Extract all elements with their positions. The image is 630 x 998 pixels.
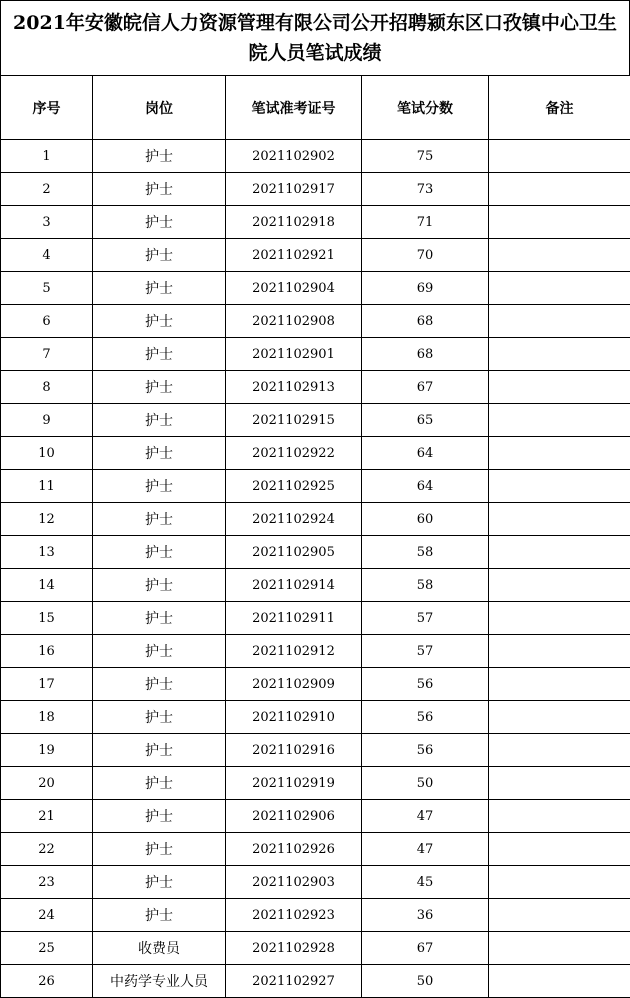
cell-position: 护士: [93, 767, 226, 800]
table-row: [1, 668, 630, 701]
cell-remark: [489, 965, 630, 998]
cell-ticket: 2021102910: [226, 701, 362, 734]
cell-position: 护士: [93, 668, 226, 701]
table-row: [1, 767, 630, 800]
table-row: [1, 701, 630, 734]
cell-remark: [489, 338, 630, 371]
cell-ticket: 2021102916: [226, 734, 362, 767]
table-row: [1, 602, 630, 635]
cell-ticket: 2021102911: [226, 602, 362, 635]
cell-position: 护士: [93, 470, 226, 503]
cell-index: 1: [1, 140, 93, 173]
cell-position: 护士: [93, 833, 226, 866]
cell-position: 护士: [93, 701, 226, 734]
cell-position: 护士: [93, 206, 226, 239]
cell-score: 73: [362, 173, 489, 206]
cell-index: 13: [1, 536, 93, 569]
cell-score: 68: [362, 305, 489, 338]
cell-remark: [489, 569, 630, 602]
cell-index: 18: [1, 701, 93, 734]
cell-position: 护士: [93, 338, 226, 371]
cell-index: 15: [1, 602, 93, 635]
cell-position: 护士: [93, 536, 226, 569]
cell-ticket: 2021102915: [226, 404, 362, 437]
table-row: [1, 965, 630, 998]
cell-index: 24: [1, 899, 93, 932]
cell-index: 16: [1, 635, 93, 668]
cell-ticket: 2021102904: [226, 272, 362, 305]
cell-position: 护士: [93, 437, 226, 470]
table-row: [1, 569, 630, 602]
cell-remark: [489, 800, 630, 833]
header-row: [1, 76, 630, 140]
cell-score: 45: [362, 866, 489, 899]
cell-remark: [489, 272, 630, 305]
cell-remark: [489, 899, 630, 932]
cell-position: 护士: [93, 140, 226, 173]
cell-score: 70: [362, 239, 489, 272]
table-row: [1, 371, 630, 404]
document-title: 2021年安徽皖信人力资源管理有限公司公开招聘颍东区口孜镇中心卫生院人员笔试成绩: [0, 0, 630, 75]
cell-score: 56: [362, 668, 489, 701]
table-body: [1, 140, 630, 998]
cell-index: 2: [1, 173, 93, 206]
cell-index: 5: [1, 272, 93, 305]
cell-index: 7: [1, 338, 93, 371]
cell-position: 护士: [93, 371, 226, 404]
cell-remark: [489, 932, 630, 965]
cell-position: 护士: [93, 635, 226, 668]
cell-ticket: 2021102902: [226, 140, 362, 173]
cell-remark: [489, 734, 630, 767]
table-row: [1, 899, 630, 932]
table-row: [1, 140, 630, 173]
cell-score: 57: [362, 602, 489, 635]
cell-ticket: 2021102914: [226, 569, 362, 602]
cell-ticket: 2021102905: [226, 536, 362, 569]
header-position: 岗位: [93, 76, 226, 140]
cell-index: 6: [1, 305, 93, 338]
cell-position: 护士: [93, 734, 226, 767]
cell-score: 50: [362, 767, 489, 800]
cell-ticket: 2021102917: [226, 173, 362, 206]
cell-ticket: 2021102901: [226, 338, 362, 371]
cell-index: 26: [1, 965, 93, 998]
cell-remark: [489, 437, 630, 470]
table-row: [1, 635, 630, 668]
cell-position: 护士: [93, 602, 226, 635]
cell-remark: [489, 602, 630, 635]
cell-remark: [489, 767, 630, 800]
cell-remark: [489, 536, 630, 569]
cell-score: 36: [362, 899, 489, 932]
cell-remark: [489, 173, 630, 206]
cell-score: 56: [362, 734, 489, 767]
cell-score: 50: [362, 965, 489, 998]
cell-score: 58: [362, 569, 489, 602]
cell-ticket: 2021102903: [226, 866, 362, 899]
cell-score: 47: [362, 833, 489, 866]
cell-score: 67: [362, 371, 489, 404]
cell-ticket: 2021102919: [226, 767, 362, 800]
header-ticket: 笔试准考证号: [226, 76, 362, 140]
cell-position: 护士: [93, 899, 226, 932]
cell-remark: [489, 701, 630, 734]
cell-remark: [489, 404, 630, 437]
cell-remark: [489, 305, 630, 338]
cell-score: 71: [362, 206, 489, 239]
table-row: [1, 734, 630, 767]
table-row: [1, 206, 630, 239]
cell-index: 21: [1, 800, 93, 833]
cell-position: 护士: [93, 272, 226, 305]
cell-score: 47: [362, 800, 489, 833]
cell-remark: [489, 239, 630, 272]
cell-position: 收费员: [93, 932, 226, 965]
cell-score: 65: [362, 404, 489, 437]
table-row: [1, 503, 630, 536]
cell-score: 60: [362, 503, 489, 536]
cell-index: 8: [1, 371, 93, 404]
cell-ticket: 2021102913: [226, 371, 362, 404]
cell-position: 护士: [93, 800, 226, 833]
cell-ticket: 2021102926: [226, 833, 362, 866]
table-row: [1, 173, 630, 206]
table-row: [1, 536, 630, 569]
table-row: [1, 866, 630, 899]
cell-score: 64: [362, 437, 489, 470]
cell-score: 75: [362, 140, 489, 173]
cell-index: 9: [1, 404, 93, 437]
cell-position: 中药学专业人员: [93, 965, 226, 998]
table-row: [1, 305, 630, 338]
cell-score: 68: [362, 338, 489, 371]
cell-remark: [489, 503, 630, 536]
cell-ticket: 2021102927: [226, 965, 362, 998]
cell-ticket: 2021102923: [226, 899, 362, 932]
score-table: [0, 75, 630, 998]
table-row: [1, 470, 630, 503]
cell-remark: [489, 140, 630, 173]
cell-position: 护士: [93, 866, 226, 899]
cell-ticket: 2021102922: [226, 437, 362, 470]
cell-remark: [489, 470, 630, 503]
cell-index: 22: [1, 833, 93, 866]
cell-index: 10: [1, 437, 93, 470]
cell-remark: [489, 371, 630, 404]
table-row: [1, 437, 630, 470]
cell-remark: [489, 635, 630, 668]
cell-index: 11: [1, 470, 93, 503]
cell-score: 64: [362, 470, 489, 503]
header-score: 笔试分数: [362, 76, 489, 140]
table-row: [1, 800, 630, 833]
cell-position: 护士: [93, 173, 226, 206]
header-remark: 备注: [489, 76, 630, 140]
cell-index: 23: [1, 866, 93, 899]
cell-index: 3: [1, 206, 93, 239]
cell-ticket: 2021102924: [226, 503, 362, 536]
table-row: [1, 404, 630, 437]
cell-index: 25: [1, 932, 93, 965]
cell-position: 护士: [93, 404, 226, 437]
cell-index: 20: [1, 767, 93, 800]
cell-ticket: 2021102906: [226, 800, 362, 833]
cell-score: 67: [362, 932, 489, 965]
cell-score: 69: [362, 272, 489, 305]
table-row: [1, 932, 630, 965]
cell-ticket: 2021102912: [226, 635, 362, 668]
cell-remark: [489, 833, 630, 866]
cell-index: 17: [1, 668, 93, 701]
cell-remark: [489, 866, 630, 899]
cell-remark: [489, 206, 630, 239]
cell-ticket: 2021102908: [226, 305, 362, 338]
cell-ticket: 2021102925: [226, 470, 362, 503]
header-index: 序号: [1, 76, 93, 140]
cell-index: 19: [1, 734, 93, 767]
cell-ticket: 2021102928: [226, 932, 362, 965]
cell-score: 56: [362, 701, 489, 734]
cell-score: 57: [362, 635, 489, 668]
cell-index: 4: [1, 239, 93, 272]
cell-position: 护士: [93, 239, 226, 272]
table-row: [1, 833, 630, 866]
cell-position: 护士: [93, 305, 226, 338]
table-row: [1, 338, 630, 371]
cell-remark: [489, 668, 630, 701]
table-row: [1, 239, 630, 272]
cell-position: 护士: [93, 569, 226, 602]
cell-ticket: 2021102909: [226, 668, 362, 701]
table-header: [1, 76, 630, 140]
cell-index: 14: [1, 569, 93, 602]
table-row: [1, 272, 630, 305]
cell-ticket: 2021102918: [226, 206, 362, 239]
cell-score: 58: [362, 536, 489, 569]
cell-ticket: 2021102921: [226, 239, 362, 272]
cell-position: 护士: [93, 503, 226, 536]
cell-index: 12: [1, 503, 93, 536]
